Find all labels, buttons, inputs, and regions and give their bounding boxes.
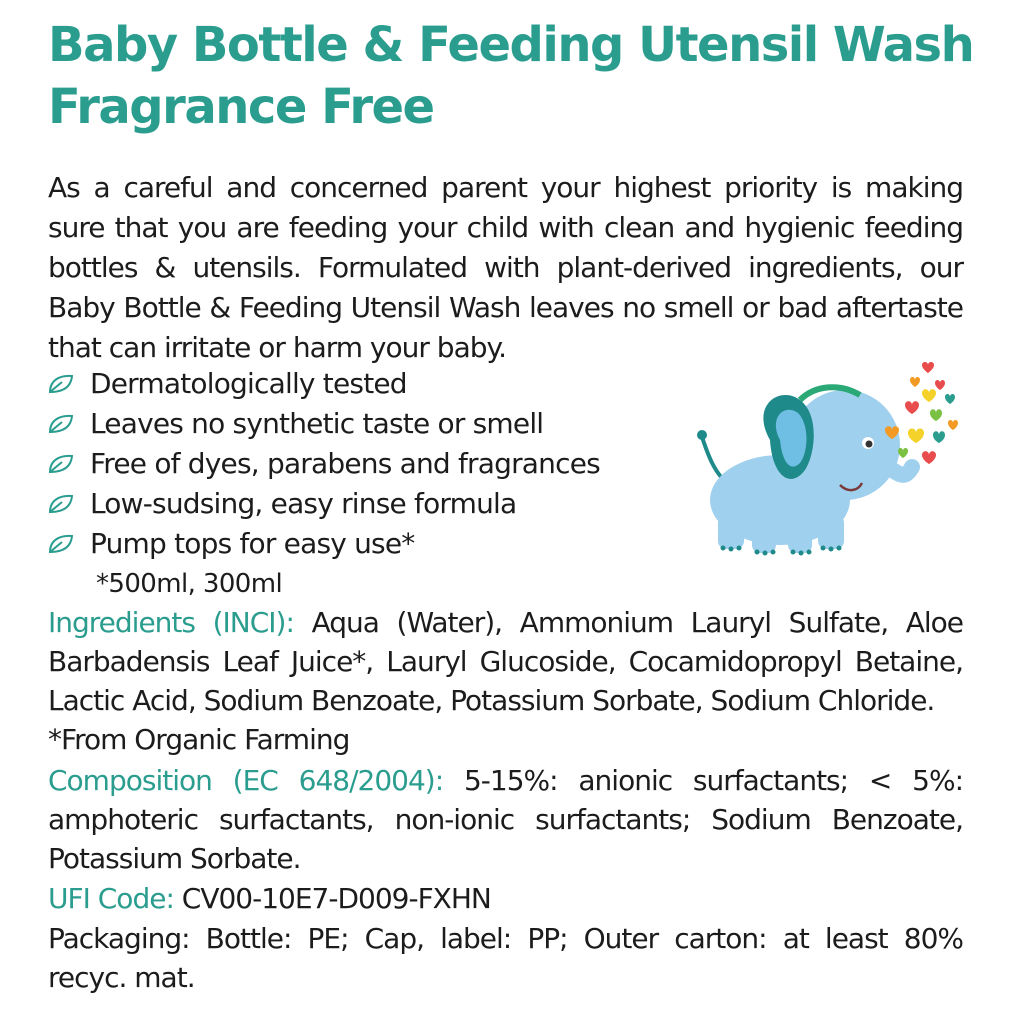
title-line-2: Fragrance Free [48, 79, 434, 135]
leaf-check-icon [48, 374, 74, 394]
ufi-section [48, 879, 963, 918]
ufi-value: CV00-10E7-D009-FXHN [181, 882, 491, 915]
composition-text: 5-15%: anionic surfactants; < 5%: amphoteric surfactants, non-ionic surfactants; Sodium Benzoate, Potassium Sorbate. [48, 764, 964, 875]
leaf-check-icon [48, 494, 74, 514]
ingredients-label: Ingredients (INCI): [48, 606, 294, 639]
benefit-text: Low-sudsing, easy rinse formula [90, 487, 517, 520]
leaf-check-icon [48, 534, 74, 554]
benefit-text: Dermatologically tested [90, 367, 407, 400]
intro-paragraph: As a careful and concerned parent your highest priority is making sure that you are feeding your child with clean and hygienic feeding bottles & utensils. Formulated with plant-derived ingredients, our Baby Bottle & Feeding Utensil Wash leaves no smell or bad aftertaste that can irritate or harm your baby. [48, 171, 963, 364]
ingredients-text: Aqua (Water), Ammonium Lauryl Sulfate, Aloe Barbadensis Leaf Juice*, Lauryl Glucoside, Cocamidopropyl Betaine, Lactic Acid, Sodium Benzoate, Potassium Sorbate, Sodium Chloride. [48, 606, 964, 717]
benefit-item [48, 404, 668, 444]
ingredients-footnote: *From Organic Farming [48, 723, 350, 756]
benefit-text: Free of dyes, parabens and fragrances [90, 447, 600, 480]
composition-label: Composition (EC 648/2004): [48, 764, 444, 797]
benefit-item [48, 484, 668, 524]
ufi-label: UFI Code: [48, 882, 174, 915]
packaging-text: Packaging: Bottle: PE; Cap, label: PP; Outer carton: at least 80% recyc. mat. [48, 922, 963, 994]
leaf-check-icon [48, 454, 74, 474]
benefit-item [48, 364, 668, 404]
benefit-text: Leaves no synthetic taste or smell [90, 407, 544, 440]
product-title [48, 14, 1008, 138]
sizes-note: *500ml, 300ml [96, 569, 283, 599]
benefit-text: Pump tops for easy use* [90, 527, 415, 560]
composition-section [48, 761, 963, 878]
benefit-item [48, 524, 668, 564]
benefit-item [48, 444, 668, 484]
ingredients-section [48, 603, 963, 759]
title-line-1: Baby Bottle & Feeding Utensil Wash [48, 17, 974, 73]
benefits-list [48, 364, 668, 564]
elephant-with-hearts-icon [690, 355, 960, 565]
leaf-check-icon [48, 414, 74, 434]
